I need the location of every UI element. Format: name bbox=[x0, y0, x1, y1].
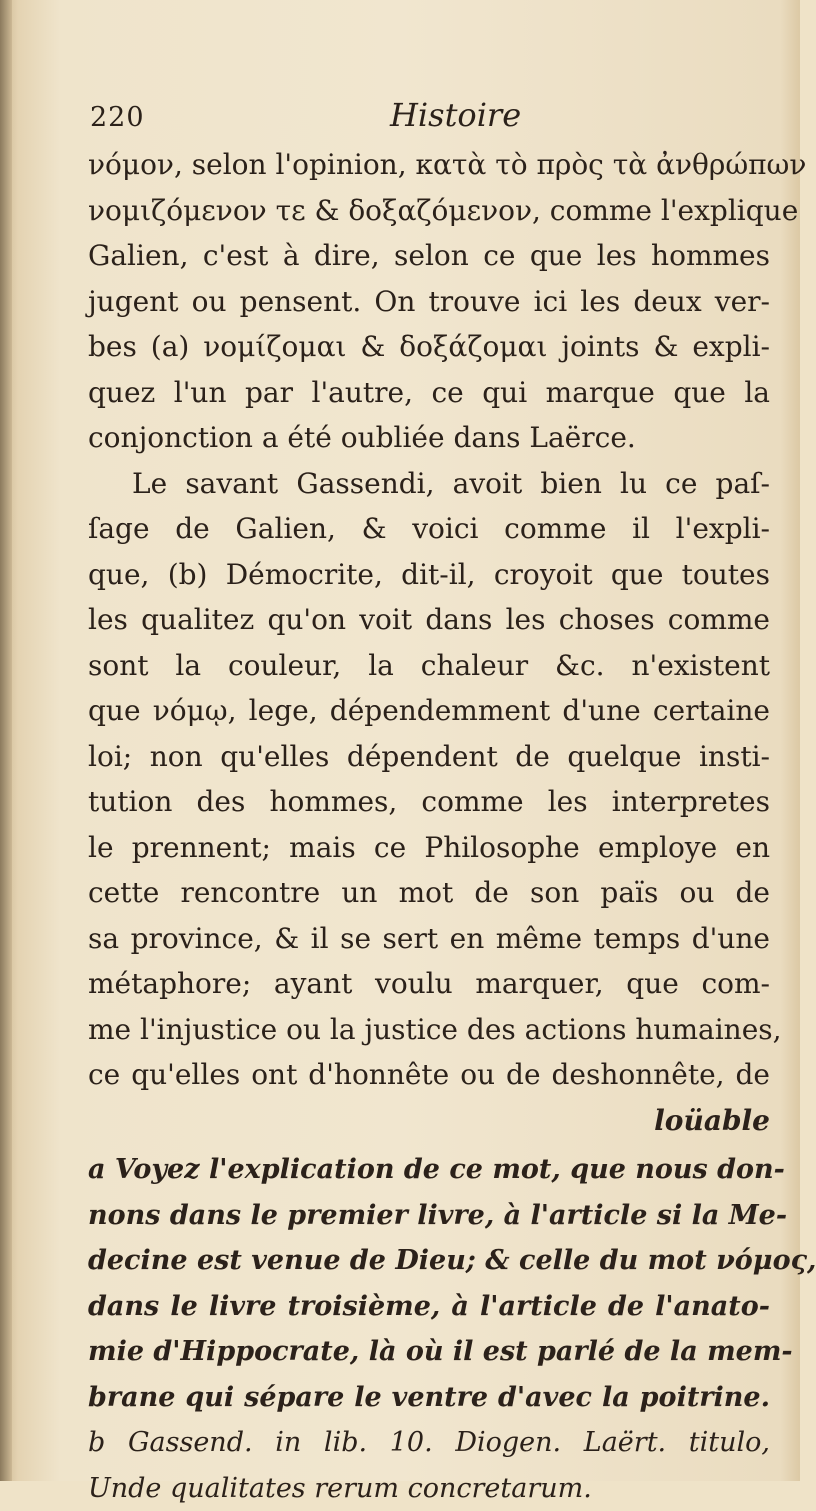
body-line: loi; non qu'elles dépendent de quelque insti- bbox=[88, 734, 770, 780]
page-header bbox=[90, 96, 770, 142]
catchword: loüable bbox=[88, 1098, 770, 1144]
body-line: νομιζόμενον τε & δοξαζόμενον, comme l'explique bbox=[88, 188, 770, 234]
body-line: les qualitez qu'on voit dans les choses comme bbox=[88, 597, 770, 643]
body-line: bes (a) νομίζομαι & δοξάζομαι joints & expli- bbox=[88, 324, 770, 370]
footnote-line: dans le livre troisième, à l'article de l'anato- bbox=[88, 1284, 770, 1330]
footnote-line: decine est venue de Dieu; & celle du mot νόμος, bbox=[88, 1238, 770, 1284]
body-line: le prennent; mais ce Philosophe employe en bbox=[88, 825, 770, 871]
footnote-line: b Gassend. in lib. 10. Diogen. Laërt. titulo, bbox=[88, 1420, 770, 1466]
footnote-line: nons dans le premier livre, à l'article si la Me- bbox=[88, 1193, 770, 1239]
body-line: ce qu'elles ont d'honnête ou de deshonnête, de bbox=[88, 1052, 770, 1098]
book-gutter bbox=[0, 0, 12, 1481]
footnote-line: brane qui sépare le ventre d'avec la poitrine. bbox=[88, 1375, 770, 1421]
body-line: sont la couleur, la chaleur &c. n'existent bbox=[88, 643, 770, 689]
page-number: 220 bbox=[90, 102, 145, 133]
footnote-line: mie d'Hippocrate, là où il est parlé de la mem- bbox=[88, 1329, 770, 1375]
body-line: Galien, c'est à dire, selon ce que les hommes bbox=[88, 233, 770, 279]
body-line: que, (b) Démocrite, dit-il, croyoit que toutes bbox=[88, 552, 770, 598]
footnote-line: Unde qualitates rerum concretarum. bbox=[88, 1466, 770, 1511]
body-line: quez l'un par l'autre, ce qui marque que la bbox=[88, 370, 770, 416]
body-line: tution des hommes, comme les interpretes bbox=[88, 779, 770, 825]
body-line: ſage de Galien, & voici comme il l'expli- bbox=[88, 506, 770, 552]
running-head: Histoire bbox=[390, 96, 521, 134]
body-line: conjonction a été oubliée dans Laërce. bbox=[88, 415, 770, 461]
body-line: νόμον, selon l'opinion, κατὰ τὸ πρὸς τὰ ἀνθρώπων bbox=[88, 142, 770, 188]
body-line: Le savant Gassendi, avoit bien lu ce paſ- bbox=[88, 461, 770, 507]
footnotes bbox=[88, 1147, 770, 1511]
body-line: me l'injustice ou la justice des actions humaines, bbox=[88, 1007, 770, 1053]
body-line: jugent ou pensent. On trouve ici les deux ver- bbox=[88, 279, 770, 325]
body-line: métaphore; ayant voulu marquer, que com- bbox=[88, 961, 770, 1007]
body-line: sa province, & il se sert en même temps d'une bbox=[88, 916, 770, 962]
body-line: cette rencontre un mot de son païs ou de bbox=[88, 870, 770, 916]
body-text bbox=[88, 142, 770, 1511]
body-line: que νόμῳ, lege, dépendemment d'une certaine bbox=[88, 688, 770, 734]
footnote-line: a Voyez l'explication de ce mot, que nous don- bbox=[88, 1147, 770, 1193]
